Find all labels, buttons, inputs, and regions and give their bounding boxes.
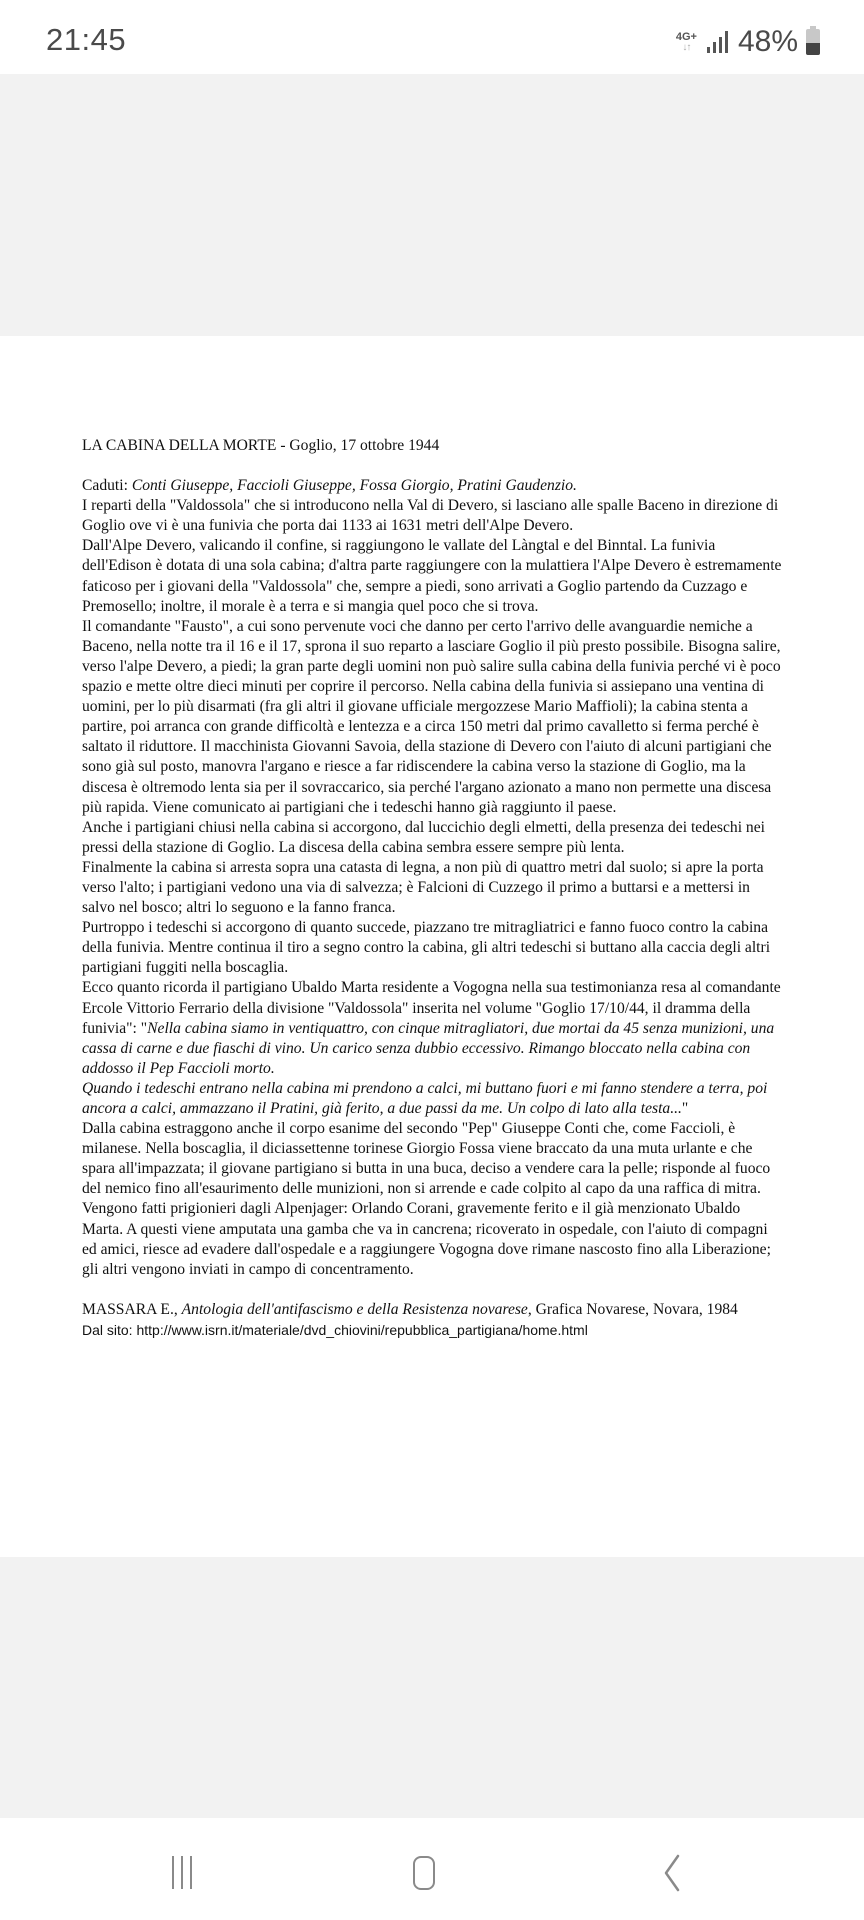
network-type-icon — [676, 32, 697, 53]
document-title: LA CABINA DELLA MORTE - Goglio, 17 ottobre 1944 — [82, 437, 440, 454]
caduti-label: Caduti: — [82, 477, 132, 495]
paragraph-7 — [82, 978, 782, 1078]
citation — [82, 1300, 782, 1320]
spacer — [82, 1280, 782, 1300]
status-indicators — [676, 24, 820, 60]
paragraph-6: Purtroppo i tedeschi si accorgono di quanto succede, piazzano tre mitragliatrici e fanno fuoco contro la cabina della funivia. Mentre continua il tiro a segno contro la cabina, gli altri tedeschi si buttano alla caccia degli altri partigiani fuggiti nella boscaglia. — [82, 919, 771, 977]
paragraph-9: Dalla cabina estraggono anche il corpo esanime del secondo "Pep" Giuseppe Conti che, come Faccioli, è milanese. Nella boscaglia, il diciassettenne torinese Giorgio Fossa viene braccato da una muta urlante e che spara all'impazzata; il giovane partigiano si butta in una buca, deciso a vendere cara la pelle; risponde al fuoco del nemico fino all'esaurimento delle munizioni, non si arrende e cade colpito al capo da una raffica di mitra. — [82, 1120, 771, 1198]
paragraph-2: Dall'Alpe Devero, valicando il confine, si raggiungono le vallate del Làngtal e del Binntal. La funivia dell'Edison è dotata di una sola cabina; d'altra parte raggiungere con la mulattiera l'Alpe Devero è estremamente faticoso per i giovani della "Valdossola" che, sempre a piedi, sono arrivati a Goglio partendo da Cuzzago e Premosello; inoltre, il morale è a terra e si mangia quel poco che si trova. — [82, 537, 782, 615]
source-url-line: Dal sito: http://www.isrn.it/materiale/dvd_chiovini/repubblica_partigiana/home.html — [82, 1321, 588, 1338]
caduti-names: Conti Giuseppe, Faccioli Giuseppe, Fossa Giorgio, Pratini Gaudenzio. — [131, 477, 577, 495]
status-time: 21:45 — [46, 22, 127, 57]
testimony-close-quote: " — [681, 1100, 689, 1117]
paragraph-1: I reparti della "Valdossola" che si introducono nella Val di Devero, si lasciano alle spalle Baceno in direzione di Goglio ove vi è una funivia che porta dai 1133 ai 1631 metri dell'Alpe Devero. — [82, 497, 779, 535]
testimony-quote-2: Quando i tedeschi entrano nella cabina mi prendono a calci, mi buttano fuori e mi fanno stendere a terra, poi ancora a calci, ammazzano il Pratini, già ferito, a due passi da me. Un colpo di lato alla testa... — [82, 1079, 768, 1117]
back-button[interactable] — [660, 1854, 700, 1894]
recent-apps-icon-bar — [190, 1856, 192, 1889]
citation-publisher: , Grafica Novarese, Novara, 1984 — [527, 1300, 738, 1318]
recent-apps-icon-bar — [181, 1856, 183, 1889]
home-icon — [413, 1856, 435, 1890]
status-bar — [0, 0, 864, 74]
navigation-bar — [0, 1818, 864, 1920]
paragraph-10: Vengono fatti prigionieri dagli Alpenjager: Orlando Corani, gravemente ferito e il già menzionato Ubaldo Marta. A questi viene amputata una gamba che va in cancrena; ricoverato in ospedale, con l'aiuto di compagni ed amici, riesce ad evadere dall'ospedale e a raggiungere Vogogna dove rimane nascosto fino alla Liberazione; gli altri vengono inviati in campo di concentramento. — [82, 1200, 771, 1278]
data-activity-icon: ↓↑ — [682, 41, 691, 53]
recent-apps-button[interactable] — [168, 1854, 208, 1894]
paragraph-8 — [82, 1079, 782, 1119]
network-type-label: 4G+ — [675, 30, 697, 43]
battery-icon — [806, 29, 820, 55]
testimony-quote-1: Nella cabina siamo in ventiquattro, con cinque mitragliatori, due mortai da 45 senza munizioni, una cassa di carne e due fiaschi di vino. Un carico senza dubbio eccessivo. Rimango bloccato nella cabina con addosso il Pep Faccioli morto. — [82, 1019, 775, 1077]
recent-apps-icon — [172, 1856, 174, 1889]
paragraph-3: Il comandante "Fausto", a cui sono pervenute voci che danno per certo l'arrivo delle avanguardie nemiche a Baceno, nella notte tra il 16 e il 17, sprona il suo reparto a lasciare Goglio il più presto possibile. Bisogna salire, verso l'alpe Devero, a piedi; la gran parte degli uomini non può salire sulla cabina della funivia perché vi è poco spazio e mette oltre dieci minuti per coprire il percorso. Nella cabina della funivia si assiepano una ventina di uomini, per lo più disarmati (fra gli altri il giovane ufficiale mergozzese Mario Maffioli); la cabina stenta a partire, poi arranca con grande difficoltà e lentezza e a circa 150 metri dal primo cavalletto si ferma perché è saltato il riduttore. Il macchinista Giovanni Savoia, della stazione di Devero con l'aiuto di alcuni partigiani che sono già sul posto, manovra l'argano e riesce a far ridiscendere la cabina verso la stazione di Goglio, ma la discesa è oltremodo lenta sia per il sovraccarico, sia perché l'argano azionato a mano non permette una discesa più rapida. Viene comunicato ai partigiani che i tedeschi hanno già raggiunto il paese. — [82, 617, 781, 816]
back-icon — [660, 1854, 690, 1894]
paragraph-5: Finalmente la cabina si arresta sopra una catasta di legna, a non più di quattro metri dal suolo; si apre la porta verso l'alto; i partigiani vedono una via di salvezza; è Falcioni di Cuzzego il primo a buttarsi e a mettersi in salvo nel bosco; altri lo seguono e la fanno franca. — [82, 858, 764, 917]
paragraph-4: Anche i partigiani chiusi nella cabina si accorgono, dal luccichio degli elmetti, della presenza dei tedeschi nei pressi della stazione di Goglio. La discesa della cabina sembra essere sempre più lenta. — [82, 818, 765, 856]
battery-percent: 48% — [737, 25, 798, 58]
testimony-intro: Ecco quanto ricorda il partigiano Ubaldo Marta residente a Vogogna nella sua testimonianza resa al comandante Ercole Vittorio Ferrario della divisione "Valdossola" inserita nel volume "Goglio 17/10/44, il dramma della funivia": " — [82, 979, 781, 1037]
caduti-line — [82, 476, 782, 496]
citation-author: MASSARA E., — [82, 1300, 182, 1318]
signal-bars-icon — [707, 31, 728, 53]
document-body — [82, 436, 782, 1340]
document-page — [0, 336, 864, 1557]
home-button[interactable] — [411, 1854, 451, 1894]
citation-book-title: Antologia dell'antifascismo e della Resistenza novarese — [181, 1300, 528, 1318]
